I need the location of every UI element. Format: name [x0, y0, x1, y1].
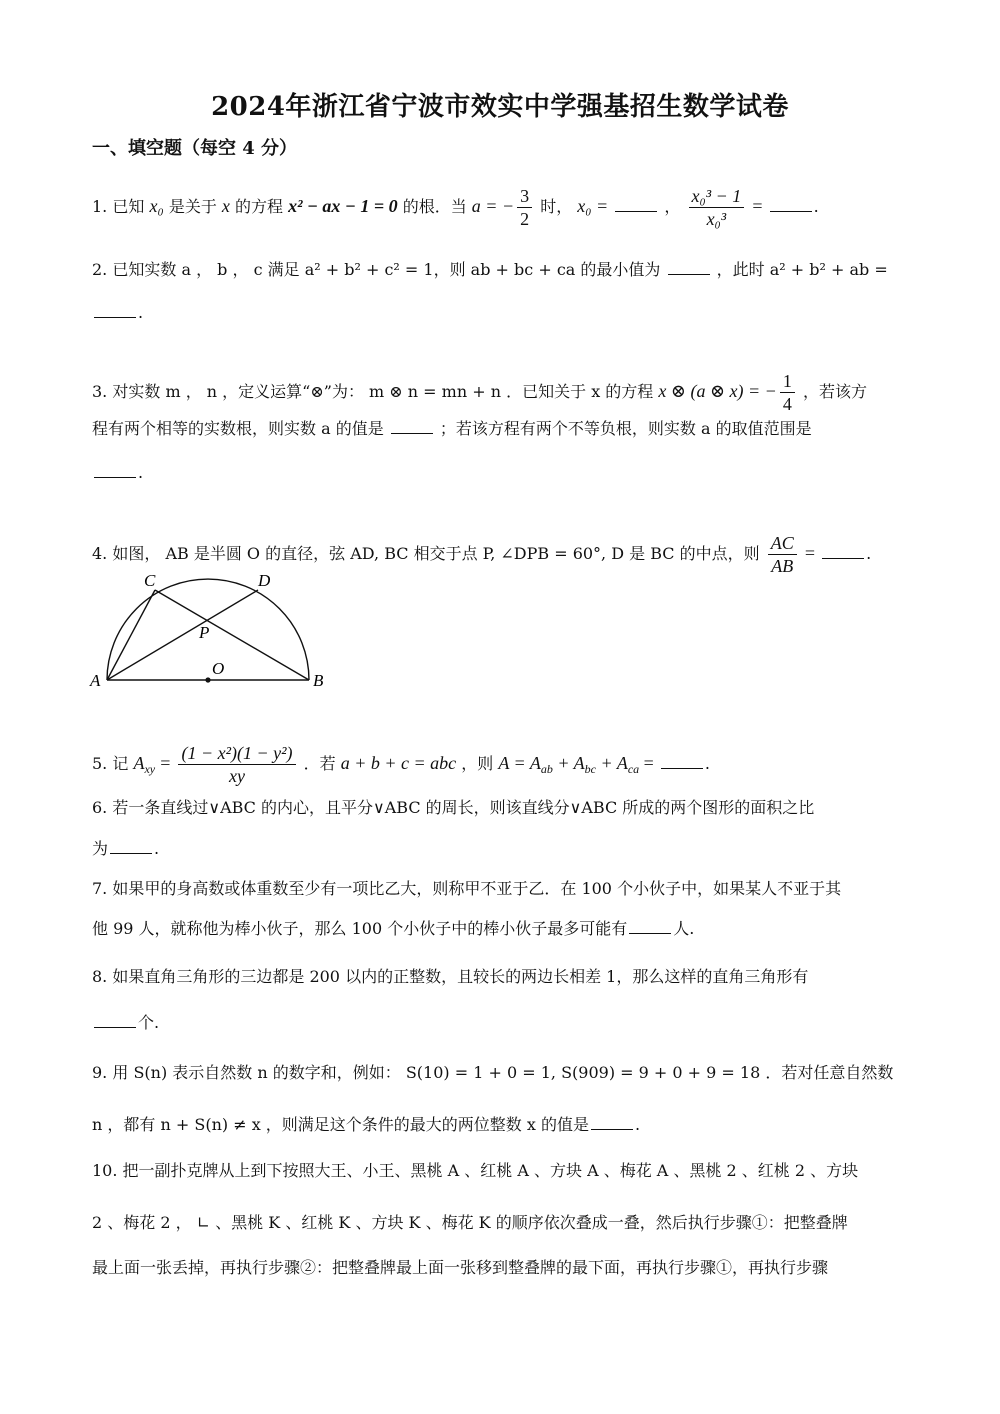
punctuation: . — [704, 754, 710, 773]
answer-blank[interactable] — [615, 211, 657, 212]
question-text: 人. — [673, 919, 695, 938]
question-text: 已知 — [112, 197, 145, 216]
answer-blank[interactable] — [770, 211, 812, 212]
page-title: 2024年浙江省宁波市效实中学强基招生数学试卷 — [211, 92, 789, 122]
chord-bc — [155, 590, 309, 680]
question-text: 9. 用 S(n) 表示自然数 n 的数字和，例如： S(10) = 1 + 0 = 1, S(909) = 9 + 0 + 9 = 18 ．若对任意自然数 — [92, 1063, 894, 1082]
question-10-line-3 — [92, 1255, 912, 1281]
question-text: ，则 — [461, 754, 494, 773]
math-x0: x₀ — [149, 196, 164, 216]
question-7 — [92, 876, 912, 902]
question-text: 他 99 人，就称他为棒小伙子，那么 100 个小伙子中的棒小伙子最多可能有 — [92, 919, 628, 938]
equals-sign: = — [752, 196, 763, 216]
question-text: 记 — [112, 754, 129, 773]
answer-blank[interactable] — [94, 477, 136, 478]
answer-blank[interactable] — [661, 768, 703, 769]
question-8 — [92, 964, 912, 990]
math-a: A — [133, 753, 145, 773]
question-text: ，若该方 — [802, 382, 867, 401]
question-7-line-2 — [92, 916, 912, 942]
math-x0-eq: x₀ = — [577, 196, 609, 216]
question-text: ，此时 a² + b² + ab = — [716, 260, 888, 279]
math-equation: x² − ax − 1 = 0 — [288, 196, 398, 216]
chord-ad — [107, 590, 258, 680]
label-p: P — [199, 623, 210, 642]
question-9-line-2 — [92, 1112, 912, 1138]
semicircle-figure — [88, 568, 338, 694]
center-point — [205, 677, 210, 682]
question-text: 程有两个相等的实数根，则实数 a 的值是 — [92, 419, 384, 438]
question-text: ．若 — [303, 754, 336, 773]
punctuation: ， — [664, 197, 681, 216]
question-text: 8. 如果直角三角形的三边都是 200 以内的正整数，且较长的两边长相差 1，那么这样的直角三角形有 — [92, 967, 809, 986]
label-o: O — [212, 659, 225, 678]
subscript: ca — [627, 762, 640, 777]
math-condition: a + b + c = abc — [340, 753, 457, 773]
answer-blank[interactable] — [629, 933, 671, 934]
question-9 — [92, 1060, 912, 1086]
question-3-line-2 — [92, 416, 912, 442]
punctuation: . — [866, 544, 872, 563]
punctuation: . — [813, 197, 819, 216]
equals-sign: = — [804, 543, 815, 563]
question-number: 5. — [92, 754, 108, 773]
question-text: 是关于 — [168, 197, 217, 216]
question-8-line-2 — [92, 1010, 912, 1036]
fraction-x0-expr: $\frac{\text{x₀³ − 1}}{\text{x₀³}}$ — [689, 185, 745, 230]
question-text: 的根．当 — [402, 197, 467, 216]
question-2-line-2 — [92, 300, 912, 326]
math-term: + A — [552, 753, 585, 773]
question-2 — [92, 257, 912, 283]
math-expression: A = A — [498, 753, 541, 773]
question-text: 最上面一张丢掉，再执行步骤②：把整叠牌最上面一张移到整叠牌的最下面，再执行步骤①，再执行步骤 — [92, 1258, 829, 1277]
question-text: 3. 对实数 m ， n ，定义运算“⊗”为： m ⊗ n = mn + n ．已知关于 x 的方程 — [92, 382, 654, 401]
answer-blank[interactable] — [94, 1027, 136, 1028]
answer-blank[interactable] — [822, 558, 864, 559]
equals-sign: = — [160, 753, 171, 773]
question-text: n ，都有 n + S(n) ≠ x ，则满足这个条件的最大的两位整数 x 的值是 — [92, 1115, 589, 1134]
question-10-line-2 — [92, 1210, 912, 1236]
fraction-ac-ab: $\frac{AC}{AB}$ — [768, 532, 797, 577]
question-text: 个. — [138, 1013, 160, 1032]
question-text: 4. 如图， AB 是半圆 O 的直径，弦 AD, BC 相交于点 P, ∠DPB = 60°, D 是 BC 的中点，则 — [92, 544, 760, 563]
punctuation: . — [154, 839, 160, 858]
label-a: A — [90, 671, 101, 690]
answer-blank[interactable] — [110, 853, 152, 854]
math-equation: x ⊗ (a ⊗ x) = − — [658, 381, 777, 401]
question-text: ；若该方程有两个不等负根，则实数 a 的取值范围是 — [439, 419, 812, 438]
label-b: B — [313, 671, 324, 690]
label-d: D — [258, 571, 271, 590]
equals-sign: = — [639, 753, 654, 773]
subscript: ab — [540, 762, 553, 777]
question-text: 6. 若一条直线过∨ABC 的内心，且平分∨ABC 的周长，则该直线分∨ABC 所成的两个图形的面积之比 — [92, 798, 815, 817]
question-text: 的方程 — [235, 197, 284, 216]
question-1 — [92, 185, 912, 230]
label-c: C — [144, 571, 156, 590]
punctuation: . — [138, 303, 144, 322]
question-text: 2 、梅花 2 ， ∟ 、黑桃 K 、红桃 K 、方块 K 、梅花 K 的顺序依次叠成一叠，然后执行步骤①：把整叠牌 — [92, 1213, 848, 1232]
question-6 — [92, 795, 912, 821]
math-term: + A — [596, 753, 628, 773]
question-3 — [92, 370, 912, 415]
question-text: 为 — [92, 839, 109, 858]
subscript: xy — [144, 762, 156, 777]
answer-blank[interactable] — [668, 274, 710, 275]
question-text: 10. 把一副扑克牌从上到下按照大王、小王、黑桃 A 、红桃 A 、方块 A 、梅花 A 、黑桃 2 、红桃 2 、方块 — [92, 1161, 859, 1180]
fraction-1-4: $\frac{1}{4}$ — [780, 370, 795, 415]
question-5 — [92, 742, 912, 787]
subscript: bc — [584, 762, 596, 777]
question-3-line-3 — [92, 460, 912, 486]
answer-blank[interactable] — [591, 1129, 633, 1130]
math-a-eq: a = − — [471, 196, 515, 216]
punctuation: . — [635, 1115, 641, 1134]
math-x: x — [221, 196, 230, 216]
punctuation: . — [138, 463, 144, 482]
question-text: 2. 已知实数 a ， b ， c 满足 a² + b² + c² = 1，则 ab + bc + ca 的最小值为 — [92, 260, 661, 279]
answer-blank[interactable] — [391, 433, 433, 434]
question-text: 时， — [540, 197, 573, 216]
question-6-line-2 — [92, 836, 912, 862]
question-10 — [92, 1158, 912, 1184]
answer-blank[interactable] — [94, 317, 136, 318]
question-text: 7. 如果甲的身高数或体重数至少有一项比乙大，则称甲不亚于乙．在 100 个小伙子中，如果某人不亚于其 — [92, 879, 842, 898]
question-number: 1. — [92, 197, 108, 216]
fraction-3-2: $\frac{3}{2}$ — [517, 185, 532, 230]
section-heading: 一、填空题（每空 4 分） — [92, 138, 298, 159]
fraction-axy: $\frac{\text{(1 − x²)(1 − y²)}}{xy}$ — [178, 742, 295, 787]
